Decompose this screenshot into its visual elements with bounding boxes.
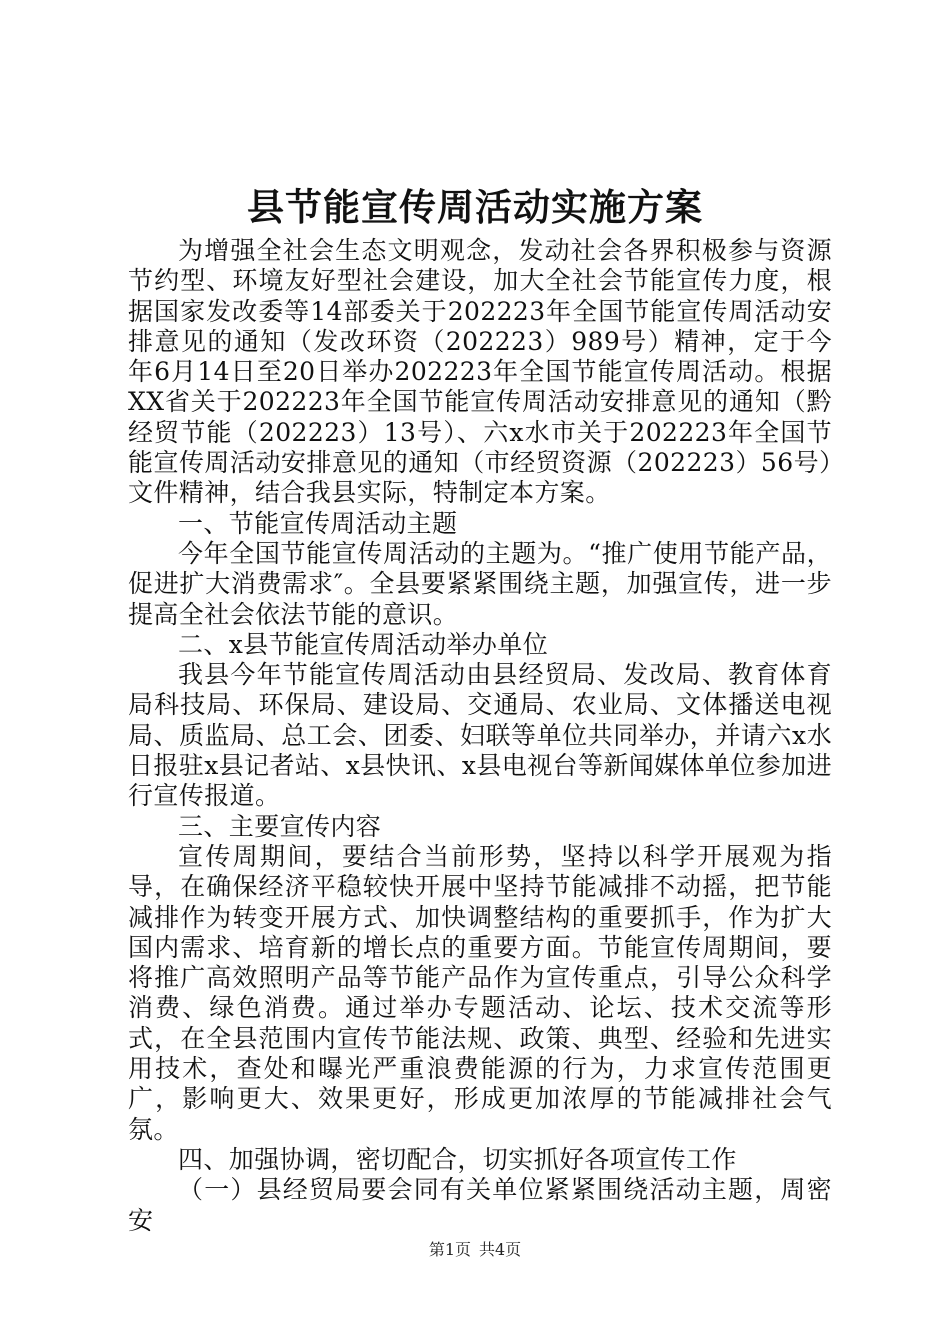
section-heading-theme: 一、节能宣传周活动主题 (178, 508, 458, 538)
organizers-paragraph: 我县今年节能宣传周活动由县经贸局、发改局、教育体育局科技局、环保局、建设局、交通局、农业局、文体播送电视局、质监局、总工会、团委、妇联等单位共同举办，并请六x水日报驻x县记者站、x县快讯、x县电视台等新闻媒体单位参加进行宣传报道。 (128, 660, 832, 811)
section-heading-organizers: 二、x县节能宣传周活动举办单位 (178, 629, 549, 659)
content-paragraph: 宣传周期间，要结合当前形势，坚持以科学开展观为指导，在确保经济平稳较快开展中坚持节能减排不动摇，把节能减排作为转变开展方式、加快调整结构的重要抓手，作为扩大国内需求、培育新的增长点的重要方面。节能宣传周期间，要将推广高效照明产品等节能产品作为宣传重点，引导公众科学消费、绿色消费。通过举办专题活动、论坛、技术交流等形式，在全县范围内宣传节能法规、政策、典型、经验和先进实用技术，查处和曝光严重浪费能源的行为，力求宣传范围更广，影响更大、效果更好，形成更加浓厚的节能减排社会气氛。 (128, 841, 832, 1144)
intro-paragraph: 为增强全社会生态文明观念，发动社会各界积极参与资源节约型、环境友好型社会建设，加大全社会节能宣传力度，根据国家发改委等14部委关于202223年全国节能宣传周活动安排意见的通知（发改环资（202223）989号）精神，定于今年6月14日至20日举办202223年全国节能宣传周活动。根据XX省关于202223年全国节能宣传周活动安排意见的通知（黔经贸节能（202223）13号）、六x水市关于202223年全国节能宣传周活动安排意见的通知（市经贸资源（202223）56号）文件精神，结合我县实际，特制定本方案。 (128, 236, 832, 508)
document-title: 县节能宣传周活动实施方案 (247, 185, 703, 229)
document-body (128, 236, 832, 1236)
section-heading-content: 三、主要宣传内容 (178, 811, 382, 841)
theme-paragraph: 今年全国节能宣传周活动的主题为。“推广使用节能产品，促进扩大消费需求″。全县要紧紧围绕主题，加强宣传，进一步提高全社会依法节能的意识。 (128, 538, 832, 629)
page-footer (0, 1240, 950, 1260)
coordination-paragraph: （一）县经贸局要会同有关单位紧紧围绕活动主题，周密安 (128, 1175, 832, 1235)
page-total: 共4页 (479, 1240, 522, 1259)
page-number: 第1页 (428, 1240, 471, 1259)
section-heading-coordination: 四、加强协调，密切配合，切实抓好各项宣传工作 (178, 1144, 737, 1174)
